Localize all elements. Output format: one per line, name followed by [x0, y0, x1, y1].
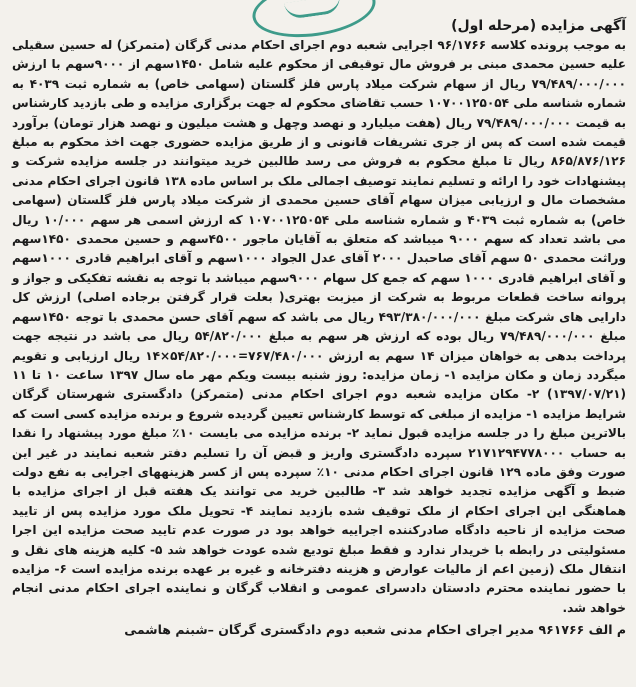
- notice-body: به موجب پرونده کلاسه ۹۶/۱۷۶۶ اجرایی شعبه دوم اجرای احکام مدنی گرگان (متمرکز) له حسین سقیلی علیه حسین محمدی مبنی بر فروش مال توقیفی از محکوم علیه شامل ۱۴۵۰سهم از ۹۰۰۰سهم با ارزش ۷۹/۴۸۹/۰۰۰/۰۰۰ ریال از سهام شرکت میلاد پارس فلز گلستان (سهامی خاص) به شماره ثبت ۴۰۳۹ به شماره شناسه ملی ۱۰۷۰۰۱۲۵۰۵۴ حسب تقاضای محکوم له جهت برگزاری مزایده و طی بازدید کارشناس به قیمت ۷۹/۴۸۹/۰۰۰/۰۰۰ ریال (هفت میلیارد و نهصد وچهل و هشت میلیون و نهصد هزار تومان) برآورد قیمت شده است که پس از جری تشریفات قانونی و از طریق مزایده حضوری جهت اخذ محکوم به مبلغ ۸۶۵/۸۷۶/۱۲۶ ریال تا مبلغ محکوم به فروش می رسد طالبین خرید میتوانند در جلسه مزایده شرکت و پیشنهادات خود را ارائه و تسلیم نمایند توصیف اجمالی ملک بر اساس ماده ۱۳۸ قانون اجرای احکام مدنی مشخصات مال و ارزیابی میزان سهام آقای حسین محمدی از شرکت میلاد پارس فلز گلستان (سهامی خاص) به شماره ثبت ۴۰۳۹ و شماره شناسه ملی ۱۰۷۰۰۱۲۵۰۵۴ که ارزش اسمی هر سهم ۱۰/۰۰۰ ریال می باشد تعداد که سهم ۹۰۰۰ میباشد که متعلق به آقایان ماجور ۴۵۰۰سهم و حسین محمدی ۱۴۵۰سهم وراثت محمدی ۵۰ سهم آقای صاحبدل ۲۰۰۰ آقای عدل الجواد ۱۰۰۰سهم و آقای ابراهیم قادری ۱۰۰۰سهم و آقای ابراهیم قادری ۱۰۰۰ سهم که جمع کل سهام ۹۰۰۰سهم میباشد با توجه به نقشه تفکیکی و جواز و پروانه ساخت قطعات مربوط به شرکت از میزبت بهتری( بعلت قرار گرفتن برجاده اصلی) ارزش کل دارایی های شرکت مبلغ ۴۹۳/۳۸۰/۰۰۰/۰۰۰ ریال می باشد که سهم آقای حسن محمدی با توجه ۱۴۵۰سهم مبلغ ۷۹/۴۸۹/۰۰۰/۰۰۰ ریال بوده که ارزش هر سهم به مبلغ ۵۴/۸۲۰/۰۰۰ ریال می باشد در نتیجه جهت پرداخت بدهی به خواهان میزان ۱۴ سهم به ارزش ۷۶۷/۴۸۰/۰۰۰=۵۴/۸۲۰/۰۰۰×۱۴ ریال ارزیابی و تقویم میگردد زمان و مکان مزایده ۱- زمان مزایده: روز شنبه بیست ویکم مهر ماه سال ۱۳۹۷ ساعت ۱۰ تا ۱۱ (۱۳۹۷/۰۷/۲۱) ۲- مکان مزایده شعبه دوم اجرای احکام مدنی (متمرکز) دادگستری شهرستان گرگان شرایط مزایده ۱- مزایده از مبلغی که توسط کارشناس تعیین گردیده شروع و برنده مزایده کسی است که بالاترین مبلغ را در جلسه مزایده قبول نماید ۲- برنده مزایده می بایست ۱۰٪ مبلغ مورد پیشنهاد را نقدا به حساب ۲۱۷۱۲۹۴۷۷۸۰۰۰ سپرده دادگستری واریز و قبض آن را تسلیم دفتر شعبه نمایند در غیر این صورت وفق ماده ۱۲۹ قانون اجرای احکام مدنی ۱۰٪ سپرده پس از کسر هزینههای اجرایی به نفع دولت ضبط و آگهی مزایده تجدید خواهد شد ۳- طالبین خرید می توانند یک هفته قبل از اجرای مزایده با هماهنگی این اجرای احکام از ملک توقیف شده بازدید نمایند ۴- تحویل ملک مورد مزایده پس از تایید صحت مزایده از ناحیه دادگاه صادرکننده اجراییه خواهد بود در صورت عدم تایید صحت مزایده این اجرا مسئولیتی در رابطه با خریدار ندارد و فقط مبلغ تودیع شده عودت خواهد شد ۵- کلیه هزینه های نقل و انتقال ملک (زمین اعم از مالیات عوارض و هزینه دفترخانه و غیره بر عهده برنده مزایده است ۶- مزایده با حضور نماینده محترم دادستان دادسرای عمومی و انقلاب گرگان و نماینده اجرای احکام مدنی انجام خواهد شد.: [12, 38, 627, 615]
- notice-footer: م الف ۹۶۱۷۶۶ مدیر اجرای احکام مدنی شعبه دوم دادگستری گرگان –شبنم هاشمی: [124, 622, 626, 638]
- notice-title: آگهی مزایده (مرحله اول): [451, 18, 626, 34]
